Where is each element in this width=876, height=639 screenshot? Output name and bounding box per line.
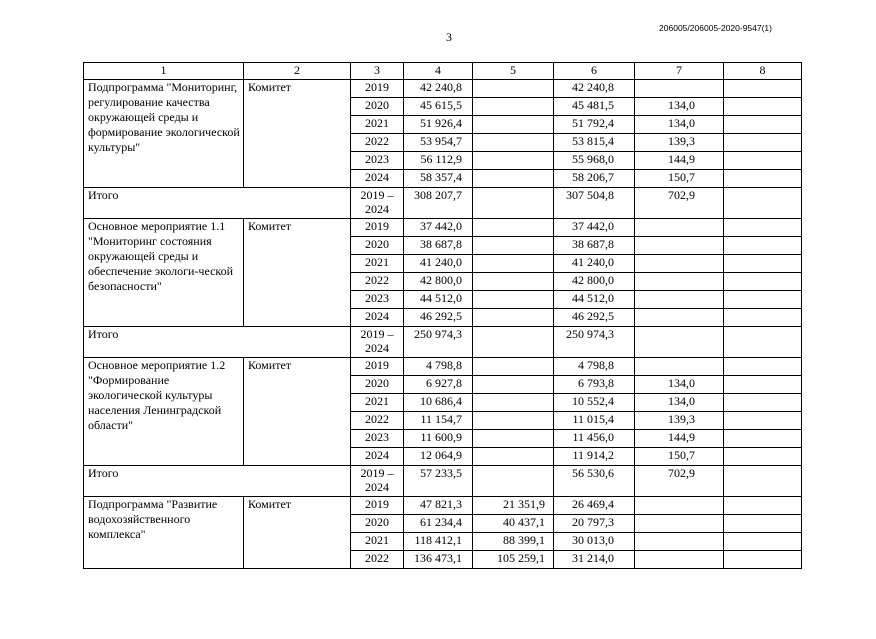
regional-funding-cell: 42 800,0 [554, 273, 635, 291]
table-row [84, 497, 802, 515]
federal-funding-cell [473, 291, 554, 309]
local-funding-cell: 150,7 [635, 448, 724, 466]
federal-funding-cell [473, 448, 554, 466]
total-funding-cell: 11 154,7 [404, 412, 473, 430]
other-funding-cell [724, 170, 802, 188]
year-cell: 2020 [351, 237, 404, 255]
total-label: Итого [84, 327, 351, 358]
local-funding-cell [635, 551, 724, 569]
column-header: 4 [404, 63, 473, 80]
local-funding-cell [635, 291, 724, 309]
regional-funding-cell: 55 968,0 [554, 152, 635, 170]
total-funding-cell: 51 926,4 [404, 116, 473, 134]
federal-funding-cell [473, 466, 554, 497]
regional-funding-cell: 11 015,4 [554, 412, 635, 430]
federal-funding-cell: 105 259,1 [473, 551, 554, 569]
other-funding-cell [724, 219, 802, 237]
regional-funding-cell: 11 456,0 [554, 430, 635, 448]
total-funding-cell: 12 064,9 [404, 448, 473, 466]
table-row [84, 219, 802, 237]
column-header: 2 [244, 63, 351, 80]
year-cell: 2021 [351, 394, 404, 412]
other-funding-cell [724, 291, 802, 309]
federal-funding-cell [473, 430, 554, 448]
total-funding-cell: 10 686,4 [404, 394, 473, 412]
year-cell: 2021 [351, 255, 404, 273]
regional-funding-cell: 30 013,0 [554, 533, 635, 551]
other-funding-cell [724, 412, 802, 430]
total-funding-cell: 118 412,1 [404, 533, 473, 551]
total-funding-cell: 6 927,8 [404, 376, 473, 394]
regional-funding-cell: 6 793,8 [554, 376, 635, 394]
local-funding-cell [635, 309, 724, 327]
year-cell: 2023 [351, 152, 404, 170]
local-funding-cell [635, 497, 724, 515]
federal-funding-cell: 21 351,9 [473, 497, 554, 515]
program-name-cell: Подпрограмма "Развитие водохозяйственного комплекса" [84, 497, 244, 569]
local-funding-cell [635, 237, 724, 255]
local-funding-cell: 702,9 [635, 466, 724, 497]
column-header: 1 [84, 63, 244, 80]
program-name-cell: Основное мероприятие 1.1 "Мониторинг состояния окружающей среды и обеспечение экологи-ческой безопасности" [84, 219, 244, 327]
total-funding-cell: 46 292,5 [404, 309, 473, 327]
regional-funding-cell: 42 240,8 [554, 80, 635, 98]
other-funding-cell [724, 116, 802, 134]
regional-funding-cell: 46 292,5 [554, 309, 635, 327]
federal-funding-cell: 88 399,1 [473, 533, 554, 551]
other-funding-cell [724, 376, 802, 394]
year-cell: 2019 [351, 497, 404, 515]
regional-funding-cell: 53 815,4 [554, 134, 635, 152]
total-funding-cell: 136 473,1 [404, 551, 473, 569]
local-funding-cell: 134,0 [635, 376, 724, 394]
federal-funding-cell [473, 188, 554, 219]
other-funding-cell [724, 497, 802, 515]
page-number: 3 [446, 30, 452, 44]
other-funding-cell [724, 394, 802, 412]
local-funding-cell: 144,9 [635, 430, 724, 448]
other-funding-cell [724, 466, 802, 497]
local-funding-cell: 702,9 [635, 188, 724, 219]
regional-funding-cell: 11 914,2 [554, 448, 635, 466]
year-cell: 2020 [351, 376, 404, 394]
other-funding-cell [724, 430, 802, 448]
total-funding-cell: 11 600,9 [404, 430, 473, 448]
local-funding-cell [635, 80, 724, 98]
other-funding-cell [724, 448, 802, 466]
total-years-cell: 2019 – 2024 [351, 466, 404, 497]
local-funding-cell [635, 358, 724, 376]
total-row [84, 188, 802, 219]
regional-funding-cell: 37 442,0 [554, 219, 635, 237]
year-cell: 2019 [351, 358, 404, 376]
other-funding-cell [724, 237, 802, 255]
federal-funding-cell [473, 134, 554, 152]
regional-funding-cell: 44 512,0 [554, 291, 635, 309]
document-id: 206005/206005-2020-9547(1) [659, 23, 772, 33]
year-cell: 2022 [351, 273, 404, 291]
year-cell: 2024 [351, 448, 404, 466]
federal-funding-cell [473, 116, 554, 134]
local-funding-cell: 150,7 [635, 170, 724, 188]
federal-funding-cell [473, 394, 554, 412]
total-years-cell: 2019 – 2024 [351, 327, 404, 358]
total-funding-cell: 58 357,4 [404, 170, 473, 188]
program-name-cell: Основное мероприятие 1.2 "Формирование экологической культуры населения Ленинградской области" [84, 358, 244, 466]
regional-funding-cell: 307 504,8 [554, 188, 635, 219]
total-funding-cell: 42 240,8 [404, 80, 473, 98]
total-funding-cell: 308 207,7 [404, 188, 473, 219]
federal-funding-cell [473, 255, 554, 273]
other-funding-cell [724, 309, 802, 327]
column-header: 5 [473, 63, 554, 80]
local-funding-cell: 134,0 [635, 394, 724, 412]
executor-cell: Комитет [244, 80, 351, 188]
total-years-cell: 2019 – 2024 [351, 188, 404, 219]
total-funding-cell: 4 798,8 [404, 358, 473, 376]
regional-funding-cell: 31 214,0 [554, 551, 635, 569]
total-funding-cell: 57 233,5 [404, 466, 473, 497]
other-funding-cell [724, 188, 802, 219]
total-funding-cell: 56 112,9 [404, 152, 473, 170]
total-row [84, 466, 802, 497]
local-funding-cell: 144,9 [635, 152, 724, 170]
local-funding-cell [635, 327, 724, 358]
year-cell: 2021 [351, 533, 404, 551]
other-funding-cell [724, 327, 802, 358]
federal-funding-cell: 40 437,1 [473, 515, 554, 533]
regional-funding-cell: 56 530,6 [554, 466, 635, 497]
local-funding-cell [635, 255, 724, 273]
federal-funding-cell [473, 237, 554, 255]
local-funding-cell [635, 533, 724, 551]
local-funding-cell [635, 515, 724, 533]
federal-funding-cell [473, 80, 554, 98]
local-funding-cell [635, 273, 724, 291]
total-label: Итого [84, 466, 351, 497]
year-cell: 2024 [351, 309, 404, 327]
year-cell: 2020 [351, 98, 404, 116]
local-funding-cell: 139,3 [635, 412, 724, 430]
table-row [84, 358, 802, 376]
year-cell: 2023 [351, 430, 404, 448]
other-funding-cell [724, 98, 802, 116]
table-row [84, 80, 802, 98]
executor-cell: Комитет [244, 219, 351, 327]
executor-cell: Комитет [244, 358, 351, 466]
column-header: 8 [724, 63, 802, 80]
total-label: Итого [84, 188, 351, 219]
federal-funding-cell [473, 170, 554, 188]
federal-funding-cell [473, 376, 554, 394]
column-header: 6 [554, 63, 635, 80]
regional-funding-cell: 45 481,5 [554, 98, 635, 116]
other-funding-cell [724, 273, 802, 291]
regional-funding-cell: 51 792,4 [554, 116, 635, 134]
federal-funding-cell [473, 327, 554, 358]
regional-funding-cell: 58 206,7 [554, 170, 635, 188]
total-funding-cell: 250 974,3 [404, 327, 473, 358]
total-funding-cell: 45 615,5 [404, 98, 473, 116]
federal-funding-cell [473, 98, 554, 116]
year-cell: 2022 [351, 551, 404, 569]
federal-funding-cell [473, 152, 554, 170]
year-cell: 2022 [351, 134, 404, 152]
other-funding-cell [724, 551, 802, 569]
year-cell: 2022 [351, 412, 404, 430]
year-cell: 2021 [351, 116, 404, 134]
total-funding-cell: 42 800,0 [404, 273, 473, 291]
year-cell: 2024 [351, 170, 404, 188]
header-row [84, 63, 802, 80]
other-funding-cell [724, 134, 802, 152]
regional-funding-cell: 26 469,4 [554, 497, 635, 515]
column-header: 7 [635, 63, 724, 80]
regional-funding-cell: 4 798,8 [554, 358, 635, 376]
total-funding-cell: 61 234,4 [404, 515, 473, 533]
regional-funding-cell: 10 552,4 [554, 394, 635, 412]
local-funding-cell: 139,3 [635, 134, 724, 152]
regional-funding-cell: 250 974,3 [554, 327, 635, 358]
other-funding-cell [724, 80, 802, 98]
other-funding-cell [724, 152, 802, 170]
local-funding-cell: 134,0 [635, 116, 724, 134]
budget-table [83, 62, 802, 569]
column-header: 3 [351, 63, 404, 80]
year-cell: 2020 [351, 515, 404, 533]
regional-funding-cell: 41 240,0 [554, 255, 635, 273]
total-funding-cell: 47 821,3 [404, 497, 473, 515]
total-funding-cell: 37 442,0 [404, 219, 473, 237]
regional-funding-cell: 20 797,3 [554, 515, 635, 533]
total-funding-cell: 38 687,8 [404, 237, 473, 255]
federal-funding-cell [473, 309, 554, 327]
federal-funding-cell [473, 412, 554, 430]
regional-funding-cell: 38 687,8 [554, 237, 635, 255]
total-funding-cell: 44 512,0 [404, 291, 473, 309]
total-funding-cell: 53 954,7 [404, 134, 473, 152]
executor-cell: Комитет [244, 497, 351, 569]
other-funding-cell [724, 358, 802, 376]
local-funding-cell: 134,0 [635, 98, 724, 116]
federal-funding-cell [473, 273, 554, 291]
total-row [84, 327, 802, 358]
total-funding-cell: 41 240,0 [404, 255, 473, 273]
year-cell: 2019 [351, 219, 404, 237]
year-cell: 2019 [351, 80, 404, 98]
federal-funding-cell [473, 358, 554, 376]
other-funding-cell [724, 515, 802, 533]
year-cell: 2023 [351, 291, 404, 309]
other-funding-cell [724, 533, 802, 551]
federal-funding-cell [473, 219, 554, 237]
local-funding-cell [635, 219, 724, 237]
program-name-cell: Подпрограмма "Мониторинг, регулирование качества окружающей среды и формирование экологической культуры" [84, 80, 244, 188]
other-funding-cell [724, 255, 802, 273]
